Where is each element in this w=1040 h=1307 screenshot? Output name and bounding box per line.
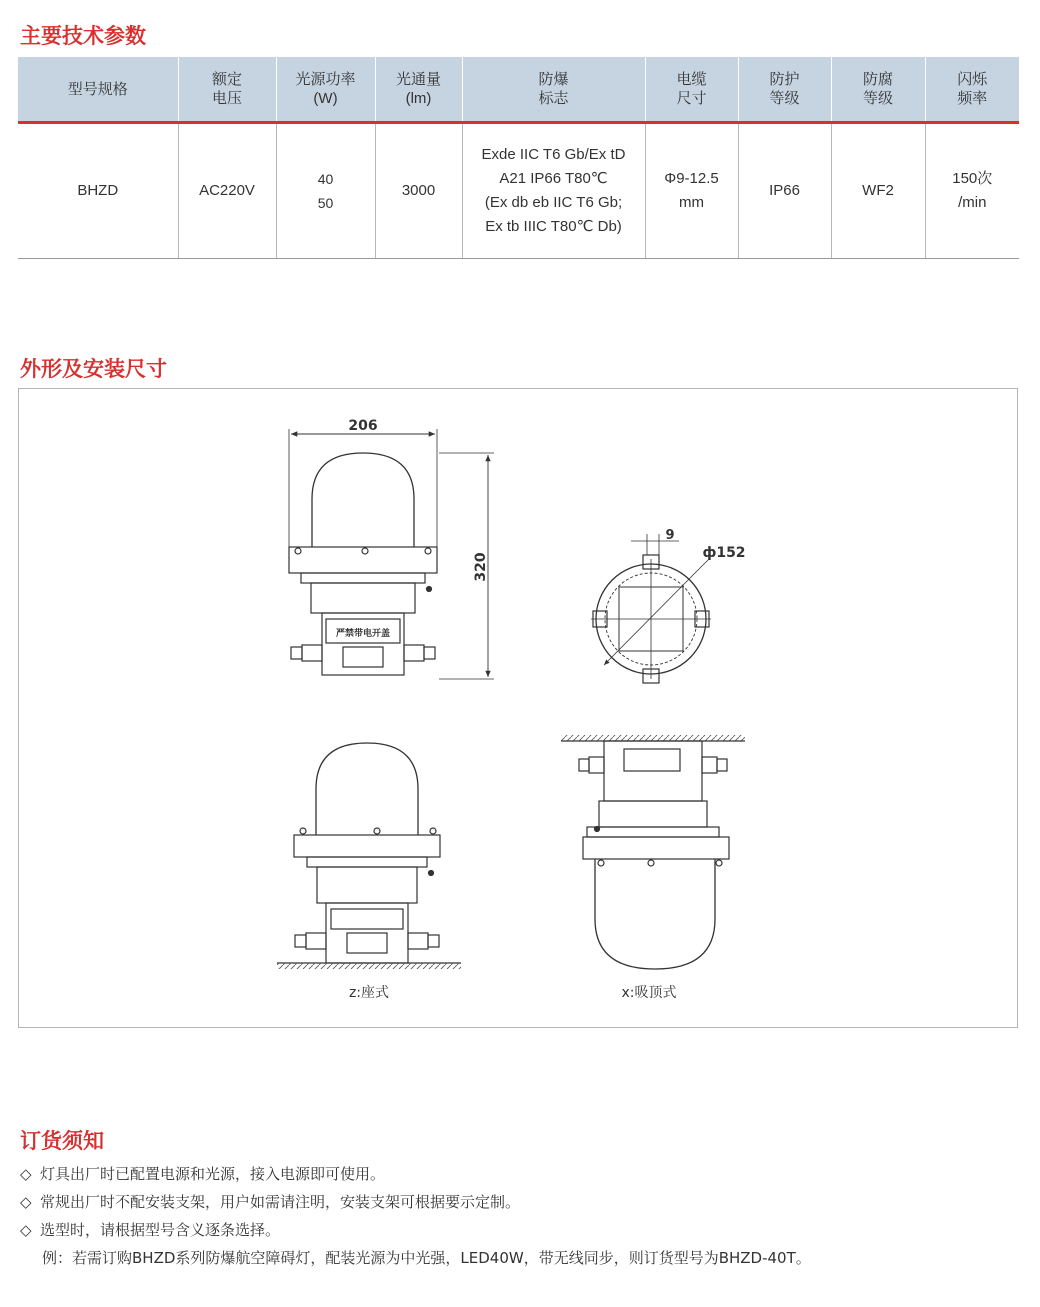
table-cell [375,123,462,259]
dim-slot-label: 9 [665,528,675,543]
column-header [645,57,738,123]
note-text: 灯具出厂时已配置电源和光源，接入电源即可使用。 [40,1165,386,1183]
column-header-line: 电缆 [676,71,707,88]
cell-line: 150次 [952,170,993,187]
table-cell [738,123,831,259]
cell-line: IP66 [769,182,800,199]
cell-line: Ex tb IIIC T80℃ Db) [485,218,622,235]
column-header-line: 防护 [769,71,800,88]
column-header-line: 额定 [211,71,242,88]
column-header [462,57,645,123]
note-example: 例：若需订购BHZD系列防爆航空障碍灯，配装光源为中光强，LED40W，带无线同步，则订货型号为BHZD-40T。 [42,1249,811,1267]
column-header [738,57,831,123]
cell-line: /min [958,194,987,211]
diamond-bullet-icon: ◇ [20,1221,32,1239]
list-item [20,1216,1020,1244]
drawing-svg [19,389,1019,1029]
column-header-line: 防腐 [862,71,893,88]
list-item [20,1188,1020,1216]
note-text: 常规出厂时不配安装支架，用户如需请注明，安装支架可根据要示定制。 [40,1193,521,1211]
table-cell [178,123,276,259]
cell-line: (Ex db eb IIC T6 Gb; [484,194,623,211]
drawing-section-title: 外形及安装尺寸 [20,357,167,381]
column-header-line: 标志 [538,90,569,107]
top-view [591,528,746,683]
cell-line: 40 [317,171,334,187]
column-header [276,57,375,123]
dim-height-label: 320 [473,552,489,582]
dim-diameter-label: ф152 [702,545,746,561]
cell-line: BHZD [77,182,119,199]
column-header-line: 频率 [957,90,988,107]
table-cell [925,123,1019,259]
warning-plate-label: 严禁带电开盖 [335,629,391,639]
column-header-line: 光通量 [395,71,441,88]
ceiling-mount-view [561,735,745,969]
diamond-bullet-icon: ◇ [20,1193,32,1211]
notes-section-title: 订货须知 [20,1129,104,1153]
column-header-line: 闪烁 [957,71,988,88]
column-header-line: 等级 [862,90,893,107]
column-header-line: 电压 [211,90,242,107]
cell-line: Φ9-12.5 [664,170,719,187]
column-header-line: 等级 [769,90,800,107]
table-cell [462,123,645,259]
cell-line: A21 IP66 T80℃ [499,170,608,187]
column-header [831,57,925,123]
table-cell [276,123,375,259]
column-header [375,57,462,123]
spec-section-title: 主要技术参数 [20,24,146,48]
caption-seat: z:座式 [348,985,390,1001]
cell-line: mm [679,194,704,211]
column-header [925,57,1019,123]
column-header-line: 防爆 [538,71,569,88]
column-header-line: (W) [313,90,338,107]
table-cell [645,123,738,259]
seat-mount-view [277,743,461,969]
table-cell [831,123,925,259]
dimension-drawing [18,388,1018,1028]
cell-line: Exde IIC T6 Gb/Ex tD [481,146,626,163]
caption-ceiling: x:吸顶式 [621,985,677,1001]
column-header-line: 型号规格 [67,80,128,98]
list-item [20,1160,1020,1188]
front-view [289,418,494,679]
spec-table [18,57,1019,259]
table-header-row [18,57,1019,123]
table-row [18,123,1019,259]
cell-line: WF2 [862,182,894,199]
dim-width-label: 206 [348,418,378,434]
cell-line: 50 [317,195,334,211]
column-header-line: 光源功率 [295,71,356,88]
table-cell [18,123,178,259]
order-notes [20,1160,1020,1272]
column-header [18,57,178,123]
column-header-line: 尺寸 [676,90,707,107]
diamond-bullet-icon: ◇ [20,1165,32,1183]
note-text: 选型时，请根据型号含义逐条选择。 [40,1221,281,1239]
cell-line: 3000 [401,182,436,199]
column-header-line: (lm) [405,90,432,107]
cell-line: AC220V [199,182,255,199]
column-header [178,57,276,123]
